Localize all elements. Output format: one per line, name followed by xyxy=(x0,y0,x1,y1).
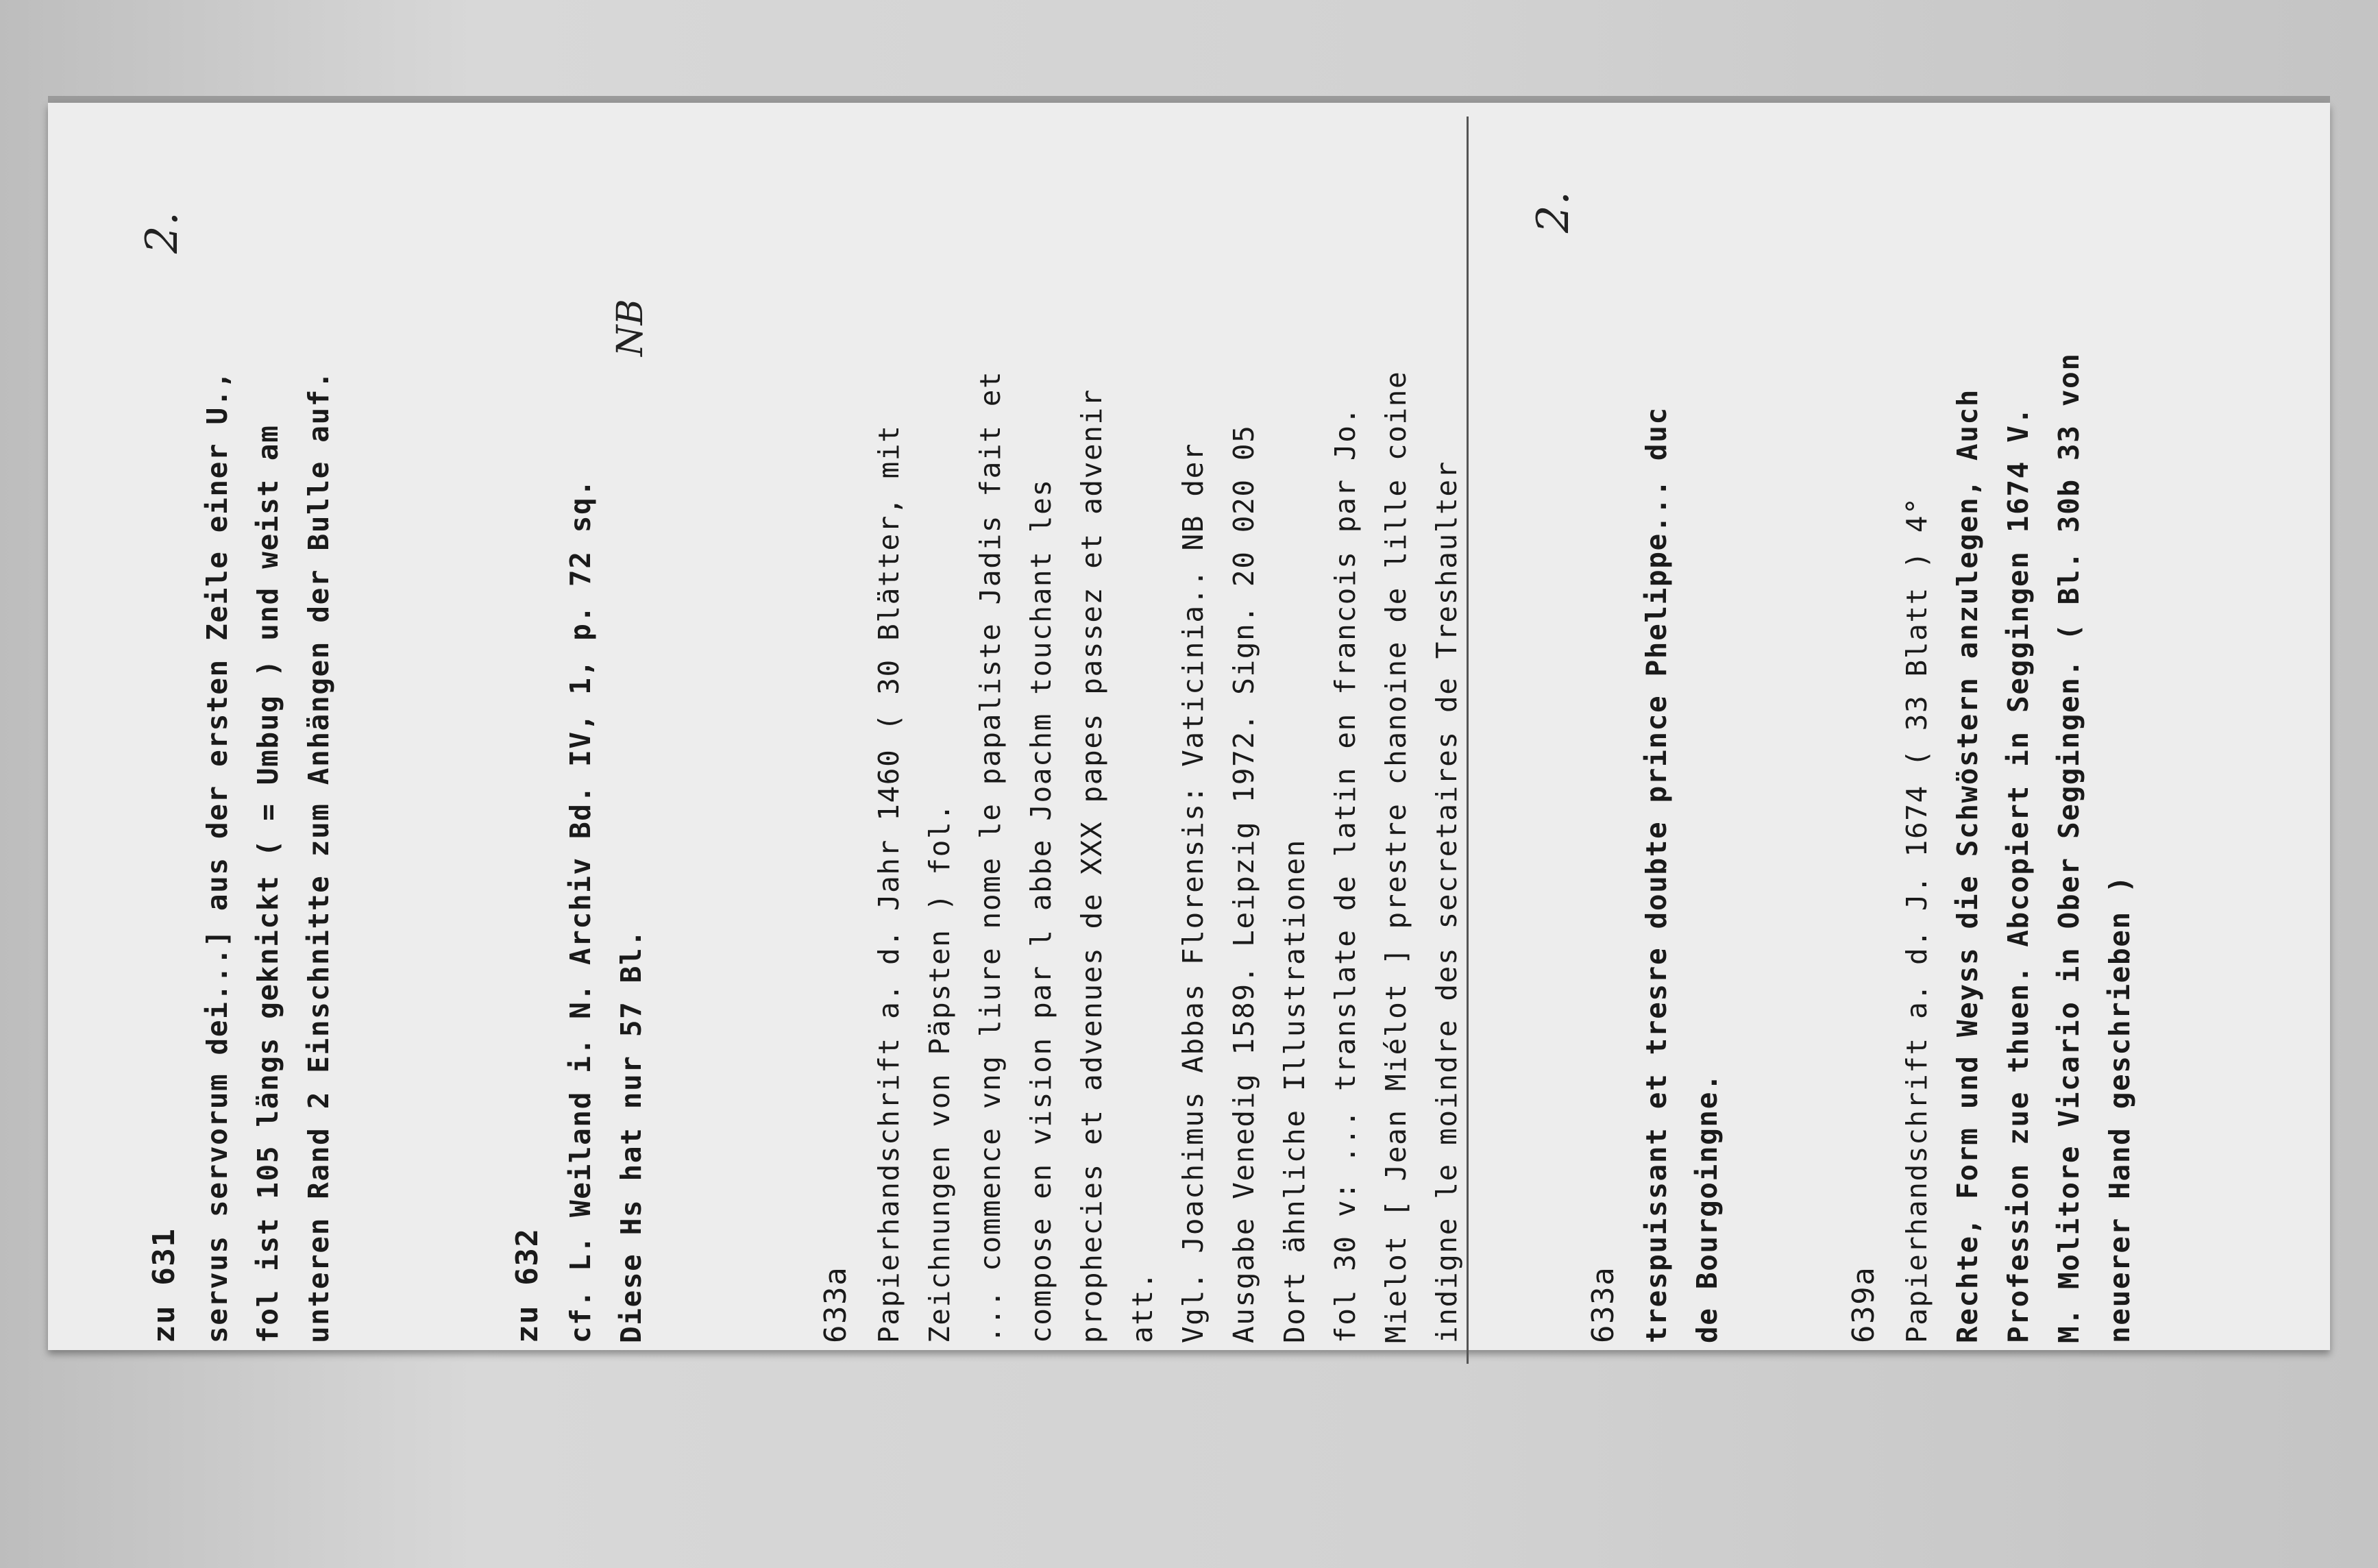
entry-line: Ausgabe Venedig 1589. Leipzig 1972. Sign. 20 020 05 xyxy=(1227,424,1260,1343)
entry-number: 639a xyxy=(1846,1266,1881,1343)
entry-line: unteren Rand 2 Einschnitte zum Anhängen der Bulle auf. xyxy=(302,370,335,1343)
entry-zu-631 xyxy=(137,371,344,1343)
entry-line: Vgl. Joachimus Abbas Florensis: Vaticinia.. NB der xyxy=(1177,442,1210,1343)
document-text xyxy=(82,151,2378,1343)
entry-line: M. Molitore Vicario in Ober Seggingen. ( Bl. 30b 33 von xyxy=(2052,352,2085,1343)
entry-line: Papierhandschrift a. d. J. 1674 ( 33 Blatt ) 4° xyxy=(1900,496,1933,1343)
entry-639a xyxy=(1837,352,2145,1343)
entry-line: trespuissant et tresre doubte prince Phelippe... duc xyxy=(1640,406,1673,1343)
entry-line: att. xyxy=(1126,1271,1159,1343)
entry-number: zu 631 xyxy=(147,1227,182,1343)
entry-line: fol ist 105 längs geknickt ( = Umbug ) und weist am xyxy=(252,424,284,1343)
entry-line: Mielot [ Jean Miélot ] prestre chanoine de lille coine xyxy=(1380,370,1412,1343)
entry-line: servus servorum dei...] aus der ersten Zeile einer U., xyxy=(201,370,234,1343)
corner-mark-top: 2. xyxy=(137,211,188,254)
entry-zu-632 xyxy=(500,478,657,1343)
entry-line: fol 30 v: ... translate de latin en francois par Jo. xyxy=(1329,406,1362,1343)
entry-line: Profession zue thuen. Abcopiert in Seggingen 1674 V. xyxy=(2002,406,2035,1343)
entry-line: indigne le moindre des secretaires de Treshaulter xyxy=(1430,461,1463,1343)
entry-number: 633a xyxy=(818,1266,853,1343)
entry-line: prophecies et advenues de XXX papes passez et advenir xyxy=(1075,388,1108,1343)
corner-mark-middle: 2. xyxy=(1528,191,1579,233)
entry-line: ... commence vng liure nome le papaliste Jadis fait et xyxy=(974,370,1007,1343)
entry-line: Diese Hs hat nur 57 Bl. xyxy=(615,929,648,1343)
nb-mark: NB xyxy=(610,299,651,356)
entry-line: Dort ähnliche Illustrationen xyxy=(1278,839,1311,1343)
entry-line: Zeichnungen von Päpsten ) fol. xyxy=(923,803,956,1343)
entry-line: Rechte, Form und Weyss die Schwöstern anzulegen, Auch xyxy=(1951,388,1984,1343)
entry-number: zu 632 xyxy=(510,1227,545,1343)
entry-line: compose en vision par l abbe Joachm touchant les xyxy=(1025,478,1057,1343)
entry-633a-continued xyxy=(1576,406,1732,1343)
entry-line: Papierhandschrift a. d. Jahr 1460 ( 30 Blätter, mit xyxy=(872,424,905,1343)
entry-633a xyxy=(809,371,1472,1343)
entry-line: neuerer Hand geschrieben ) xyxy=(2103,874,2136,1343)
entry-number: 633a xyxy=(1586,1266,1621,1343)
entry-line: de Bourgoingne. xyxy=(1691,1073,1724,1343)
entry-line: cf. L. Weiland i. N. Archiv Bd. IV, 1, p. 72 sq. xyxy=(564,478,597,1343)
